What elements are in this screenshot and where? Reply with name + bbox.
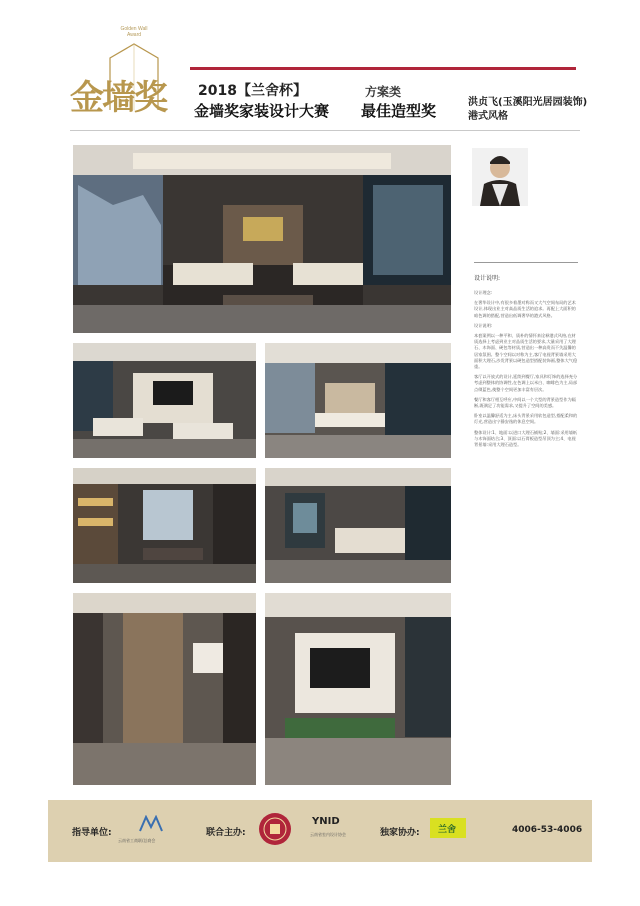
photo-dining-room — [265, 468, 451, 583]
designer-portrait — [472, 148, 528, 206]
design-style: 港式风格 — [468, 111, 508, 122]
photo-living-partition — [265, 593, 451, 785]
guide-org-logo-icon — [138, 815, 164, 837]
description-body — [474, 290, 578, 452]
header-accent-line — [190, 67, 576, 70]
sponsor-footer — [48, 800, 592, 862]
description-paragraph: 卧室以温馨舒适为主,床头背景采用软包造型,搭配柔和的灯光,营造出宁静安逸的休息空间。 — [474, 413, 578, 425]
description-paragraph: 设计理念: — [474, 290, 493, 295]
logo-en-line2: Award — [126, 32, 142, 38]
description-divider — [474, 262, 578, 263]
header-divider — [70, 130, 580, 131]
guide-org-name: 云南省工商联/总商会 — [118, 838, 156, 843]
photo-living-room-main — [73, 145, 451, 333]
assist-org-name: 兰舍 — [438, 825, 457, 835]
guide-label: 指导单位: — [72, 828, 112, 838]
description-paragraph: 客厅以开放式的设计,延续到餐厅,家具和灯饰的选择充分考虑到整体的协调性,在色调上以米白、咖啡色为主,局部点缀蓝色,使整个空间更加丰富有层次。 — [474, 374, 578, 392]
host-label: 联合主办: — [206, 828, 246, 838]
host-org-sub: 云南省室内设计协会 — [310, 832, 346, 837]
hotline-number: 4006-53-4006 — [512, 825, 583, 835]
contest-title-line2: 金墙奖家装设计大赛 — [194, 102, 330, 120]
assist-org-logo — [430, 818, 466, 838]
contest-title-line1: 2018【兰舍杯】 — [198, 83, 307, 99]
category-label: 方案类 — [365, 85, 402, 99]
description-heading: 设计说明: — [474, 275, 501, 282]
logo-en — [110, 26, 158, 38]
photo-corridor — [73, 593, 256, 785]
logo-cn: 金墙奖 — [70, 78, 166, 118]
award-name: 最佳造型奖 — [361, 102, 437, 120]
photo-living-room-2 — [73, 343, 256, 458]
logo-en-line1: Golden Wall — [120, 26, 148, 32]
host-seal-icon — [258, 812, 292, 850]
photo-dining-area — [265, 343, 451, 458]
assist-label: 独家协办: — [380, 828, 420, 838]
description-paragraph: 本套案例以一种平和、质朴的情怀来诠释港式风格,在材质选择上考虑到业主对品质生活的要求,大量采用了大理石、木饰面、硬包等材质,营造出一种高贵而不失温馨的居家氛围。整个空间以对称为主,客厅电视背景墙采用大面积大理石,沙发背景以硬包造型搭配装饰画,整体大气稳重。 — [474, 333, 578, 370]
host-org-name: YNID — [312, 816, 340, 827]
photo-study-room — [73, 468, 256, 583]
designer-name: 洪贞飞(玉溪阳光居园装饰) — [468, 97, 588, 108]
description-paragraph: 餐厅和客厅相互呼应,中间以一个大型的背景造型作为隔断,既满足了功能需求,又提升了空间的美感。 — [474, 396, 576, 409]
description-paragraph: 整体设计:1、地面:以进口大理石铺贴;2、墙面:采用墙纸与木饰面结合;3、顶面:以石膏板造型吊顶为主;4、电视背景墙:采用大理石造型。 — [474, 429, 578, 448]
description-paragraph: 设计说明: — [474, 322, 493, 328]
description-paragraph: 在奢华设计中,有很多着墨对称而又大气空间布局的艺术设计,体现出业主对高品质生活的追求。再配上大面积的暗色调的搭配,营造出低调奢华的港式风格。 — [474, 300, 576, 318]
